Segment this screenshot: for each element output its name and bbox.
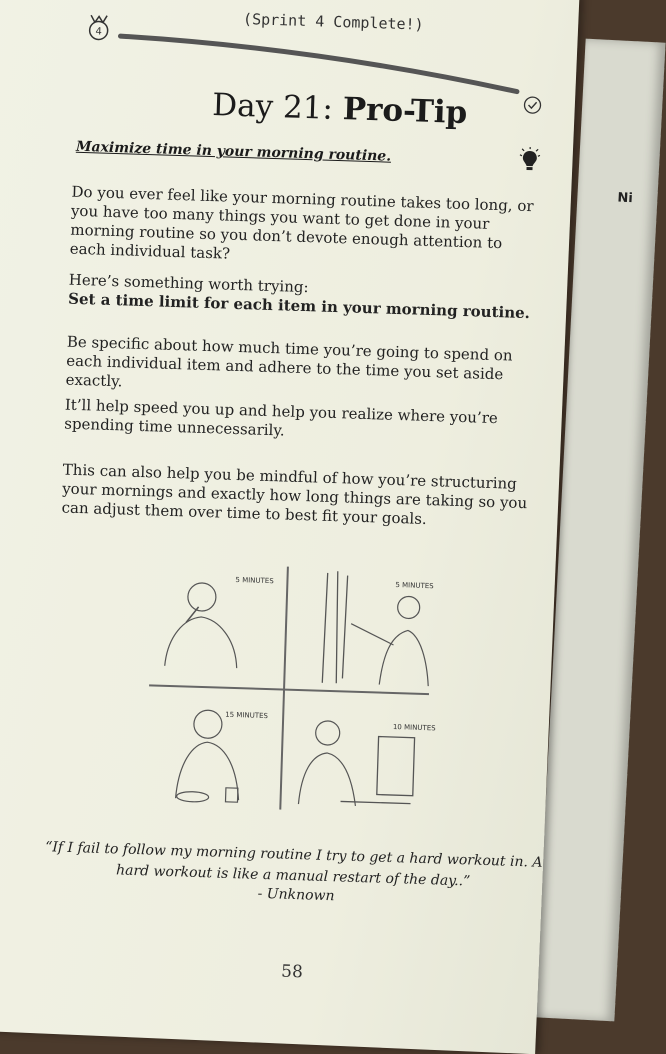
section-subtitle: Maximize time in your morning routine. [75,138,392,165]
routine-illustration [140,557,438,816]
panel-2-label: 5 MINUTES [395,581,434,591]
paragraph-2-strong: Set a time limit for each item in your morning routine. [67,289,531,323]
title-emphasis: Pro-Tip [342,91,468,132]
panel-toothbrush [165,574,275,669]
title-prefix: Day 21: [211,87,334,127]
medal-badge-icon [84,13,113,42]
header-swoosh [117,24,529,97]
toothbrush-person-icon [165,582,240,668]
panel-breakfast [175,709,268,804]
paragraph-2-lead: Here’s something worth trying: [68,270,309,297]
sprint-label: (Sprint 4 Complete!) [242,9,424,34]
paragraph-3: Be specific about how much time you’re going to spend on each individual item and adhere to the time you set aside exactly. [65,332,513,391]
page-title [212,87,468,131]
quote-attribution: - Unknown [257,885,335,905]
panel-clothes [322,571,434,686]
quote-text: “If I fail to follow my morning routine I try to get a hard workout in. A hard workout is like a manual restart of the day..” [44,839,543,890]
panel-3-label: 15 MINUTES [225,710,269,721]
computer-work-person-icon [298,720,415,808]
paragraph-1: Do you ever feel like your morning routine takes too long, or you have too many things you want to get done in your morning routine so you don’t devote enough attention to each individual task? [69,182,534,263]
page-number: 58 [280,961,304,983]
check-circle-icon [522,95,543,116]
paragraph-2 [68,271,539,324]
lightbulb-icon [518,147,541,174]
panel-1-label: 5 MINUTES [235,576,274,586]
eating-breakfast-person-icon [175,709,241,803]
panel-4-label: 10 MINUTES [392,723,436,733]
panel-computer [298,720,436,808]
right-page-text: Ni [617,190,634,207]
badge-number: 4 [95,26,102,38]
paragraph-5: This can also help you be mindful of how you’re structuring your mornings and exactly how long things are taking so you can adjust them over time to best fit your goals. [61,460,528,528]
paragraph-4: It’ll help speed you up and help you realize where you’re spending time unnecessarily. [64,395,499,440]
